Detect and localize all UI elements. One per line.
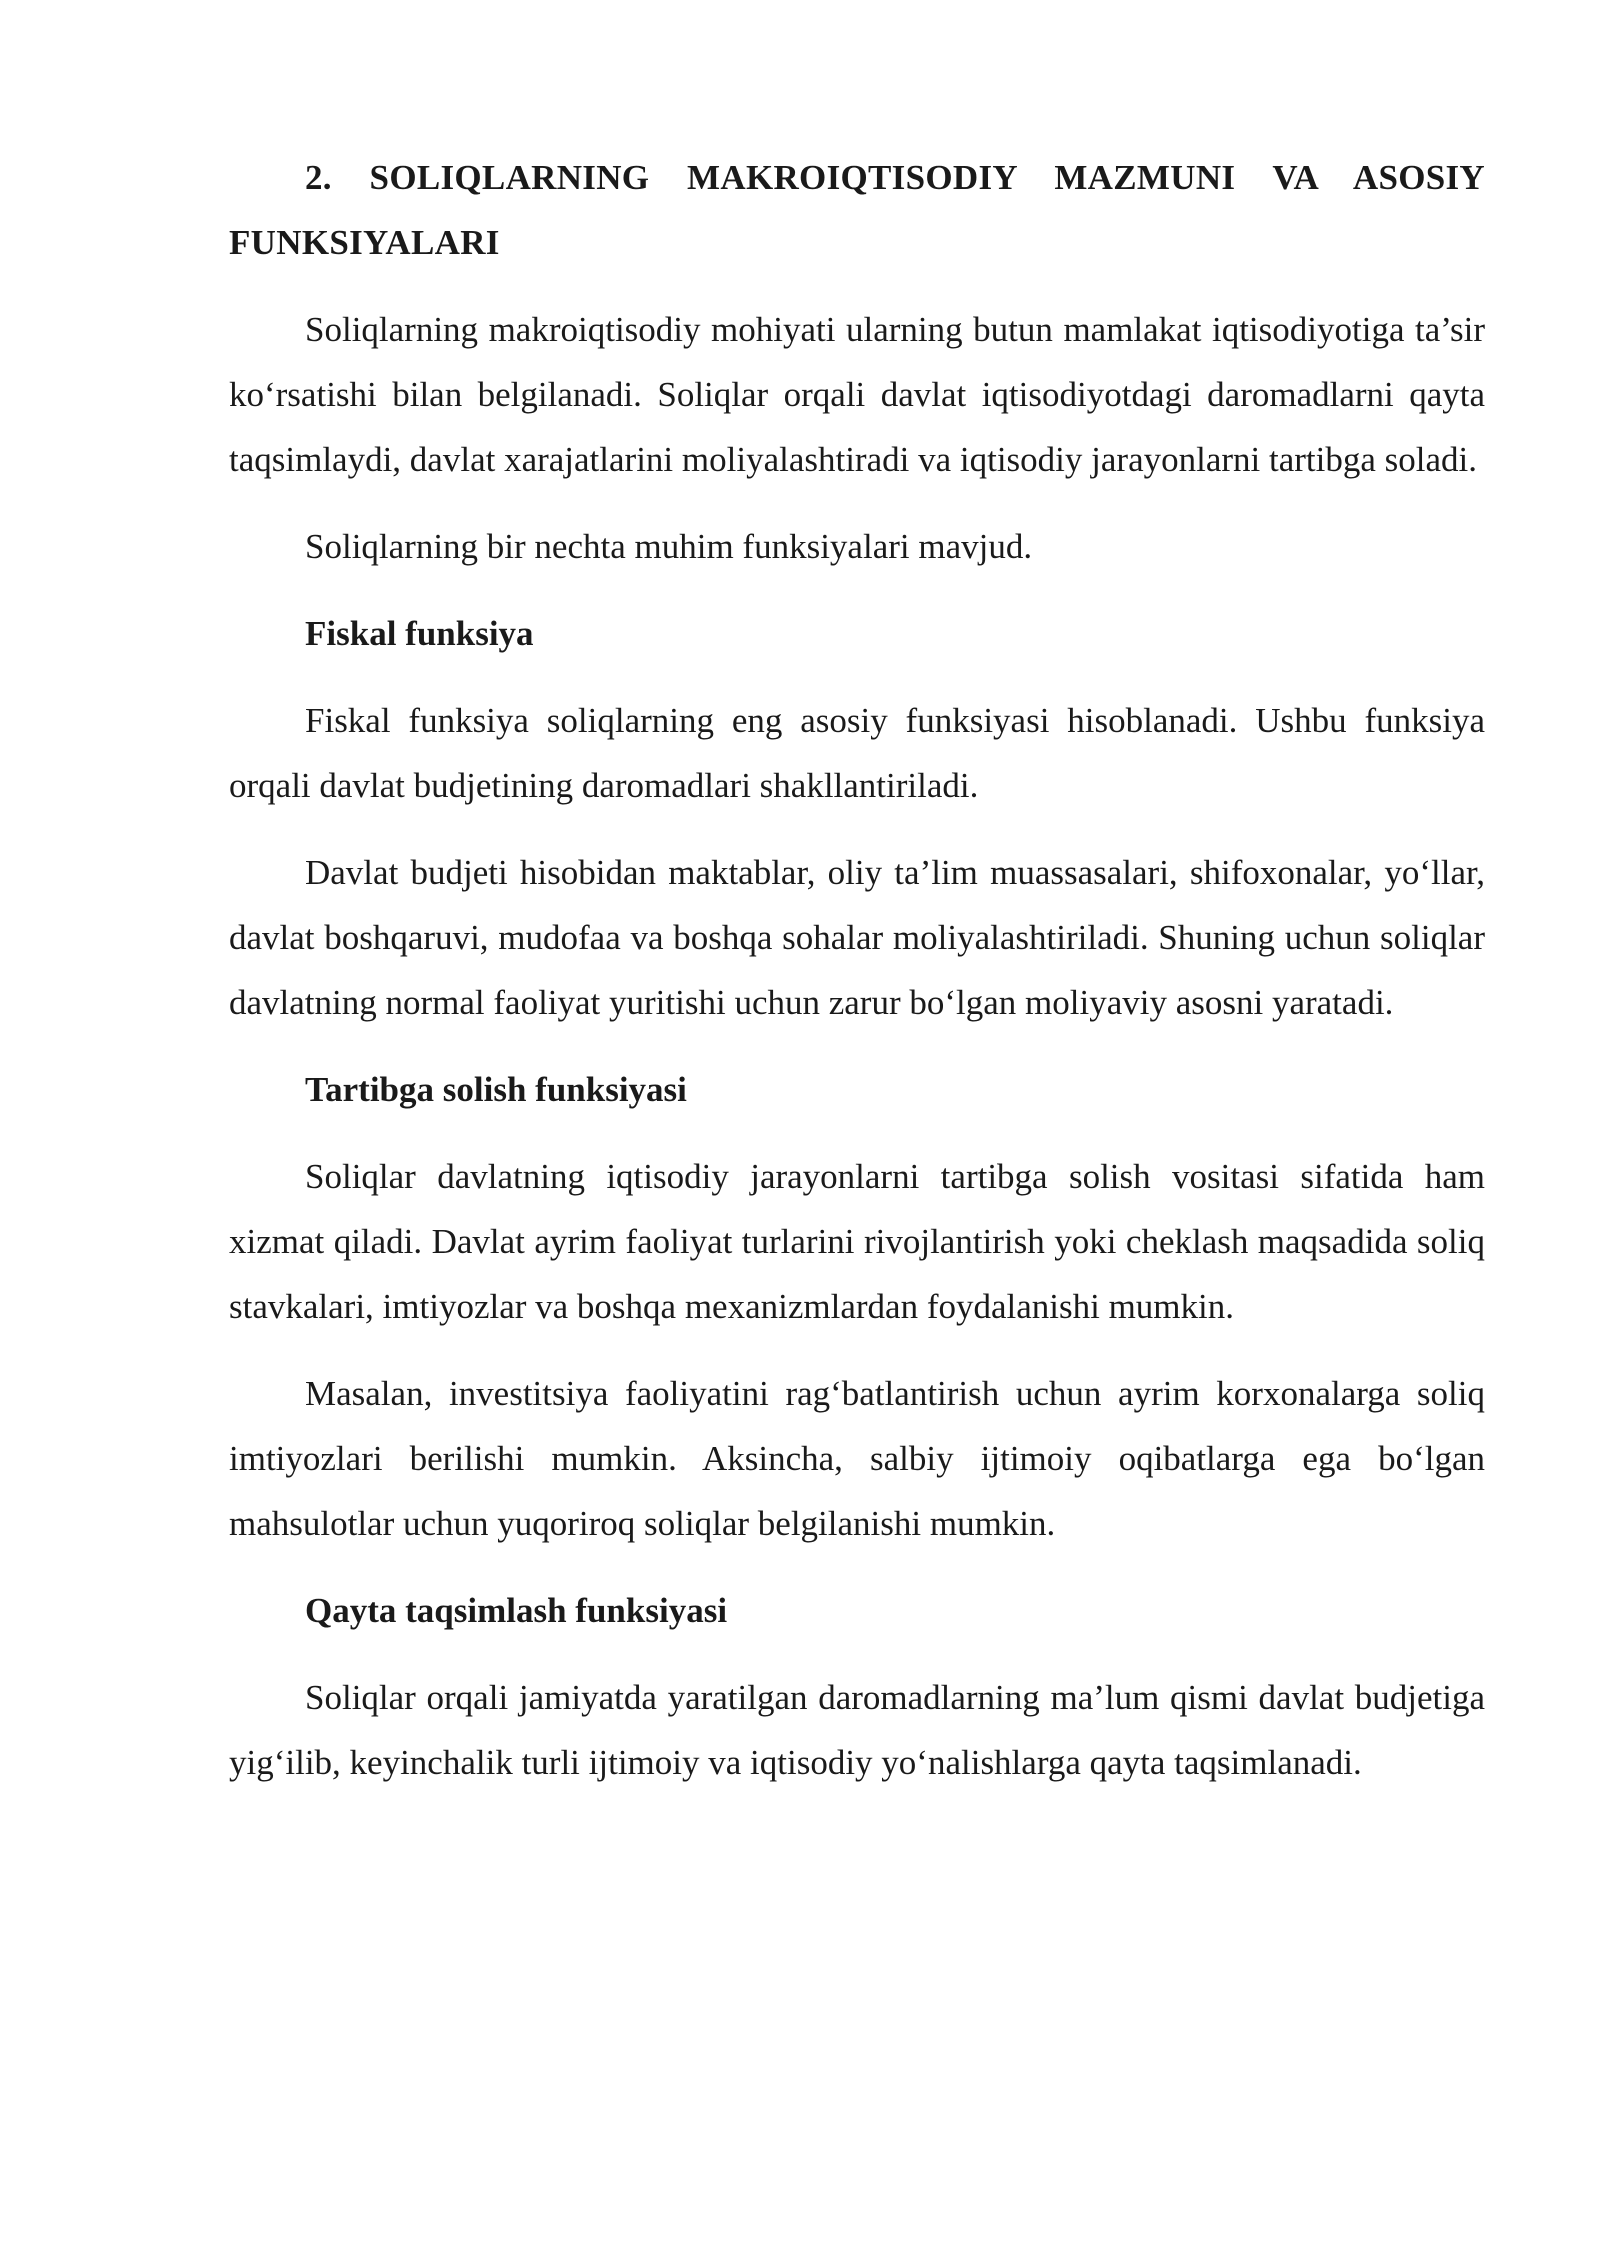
paragraph-redistribution-function: Soliqlar orqali jamiyatda yaratilgan daromadlarning ma’lum qismi davlat budjetiga yig‘ilib, keyinchalik turli ijtimoiy va iqtisodiy yo‘nalishlarga qayta taqsimlanadi.: [229, 1678, 1485, 1782]
subheading-redistribution-function: Qayta taqsimlash funksiyasi: [305, 1591, 728, 1630]
subheading-fiscal-function: Fiskal funksiya: [305, 614, 534, 653]
paragraph-regulatory-function: Soliqlar davlatning iqtisodiy jarayonlarni tartibga solish vositasi sifatida ham xizmat qiladi. Davlat ayrim faoliyat turlarini rivojlantirish yoki cheklash maqsadida soliq stavkalari, imtiyozlar va boshqa mexanizmlardan foydalanishi mumkin.: [229, 1157, 1485, 1326]
section-title: 2. SOLIQLARNING MAKROIQTISODIY MAZMUNI VA ASOSIY FUNKSIYALARI: [229, 158, 1485, 262]
document-body: [229, 145, 1485, 1817]
paragraph-state-budget: Davlat budjeti hisobidan maktablar, oliy ta’lim muassasalari, shifoxonalar, yo‘llar, davlat boshqaruvi, mudofaa va boshqa sohalar moliyalashtiriladi. Shuning uchun soliqlar davlatning normal faoliyat yuritishi uchun zarur bo‘lgan moliyaviy asosni yaratadi.: [229, 853, 1485, 1022]
paragraph-functions-intro: Soliqlarning bir nechta muhim funksiyalari mavjud.: [305, 527, 1033, 566]
paragraph-regulatory-example: Masalan, investitsiya faoliyatini rag‘batlantirish uchun ayrim korxonalarga soliq imtiyozlari berilishi mumkin. Aksincha, salbiy ijtimoiy oqibatlarga ega bo‘lgan mahsulotlar uchun yuqoriroq soliqlar belgilanishi mumkin.: [229, 1374, 1485, 1543]
paragraph-macroeconomic-essence: Soliqlarning makroiqtisodiy mohiyati ularning butun mamlakat iqtisodiyotiga ta’sir ko‘rsatishi bilan belgilanadi. Soliqlar orqali davlat iqtisodiyotdagi daromadlarni qayta taqsimlaydi, davlat xarajatlarini moliyalashtiradi va iqtisodiy jarayonlarni tartibga soladi.: [229, 310, 1485, 479]
subheading-regulatory-function: Tartibga solish funksiyasi: [305, 1070, 687, 1109]
paragraph-fiscal-function: Fiskal funksiya soliqlarning eng asosiy funksiyasi hisoblanadi. Ushbu funksiya orqali davlat budjetining daromadlari shakllantiriladi.: [229, 701, 1485, 805]
